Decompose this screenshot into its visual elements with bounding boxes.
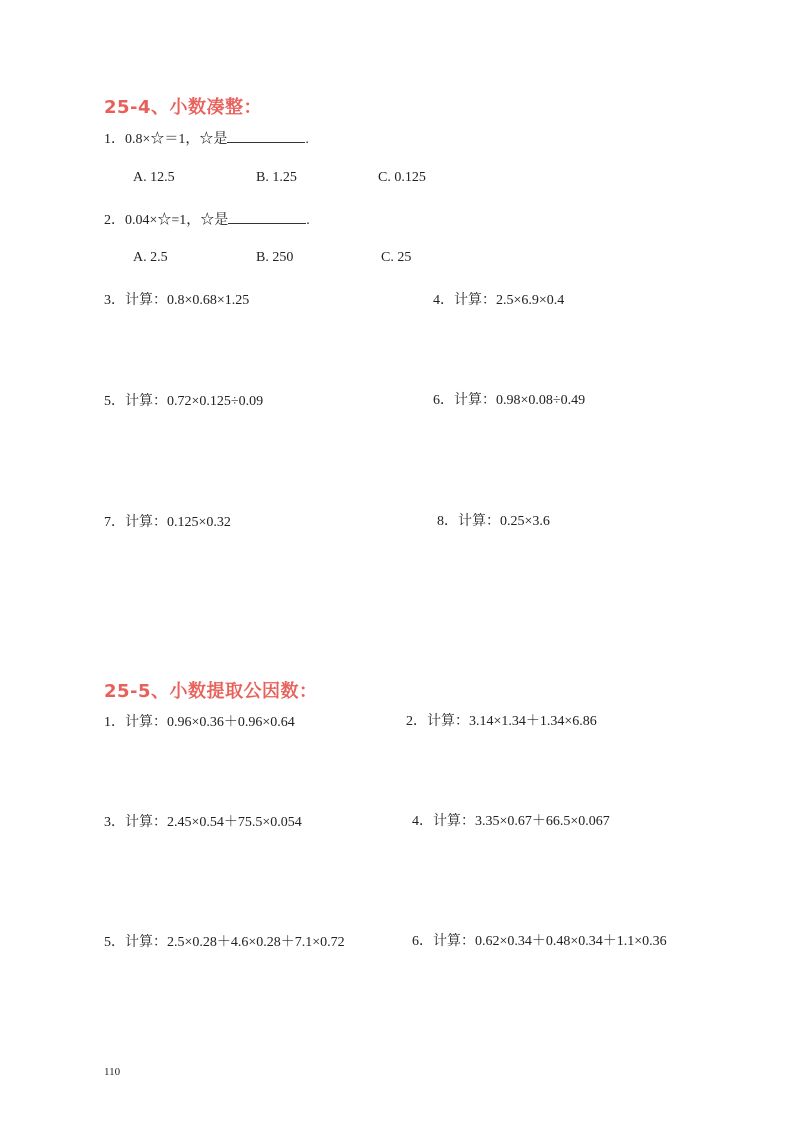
option-b[interactable]: B. 250 — [256, 250, 294, 265]
question-5 — [104, 931, 345, 951]
question-text: 计算：3.35×0.67＋66.5×0.067 — [433, 814, 610, 829]
question-1 — [104, 128, 309, 148]
question-number: 3． — [104, 293, 125, 308]
question-6 — [433, 389, 585, 409]
answer-blank[interactable] — [228, 211, 306, 224]
question-number: 7． — [104, 515, 125, 530]
question-number: 1． — [104, 715, 125, 730]
question-3 — [104, 289, 249, 309]
question-text: 计算：0.98×0.08÷0.49 — [454, 393, 586, 408]
option-a[interactable]: A. 2.5 — [133, 250, 168, 265]
question-text: 计算：0.62×0.34＋0.48×0.34＋1.1×0.36 — [433, 934, 667, 949]
question-number: 1． — [104, 132, 125, 147]
question-number: 4． — [433, 293, 454, 308]
question-8 — [437, 510, 550, 530]
question-number: 3． — [104, 815, 125, 830]
question-number: 6． — [412, 934, 433, 949]
question-text: 计算：3.14×1.34＋1.34×6.86 — [427, 714, 597, 729]
question-4 — [412, 810, 610, 830]
page-number: 110 — [104, 1066, 121, 1078]
question-text: 计算：2.45×0.54＋75.5×0.054 — [125, 815, 302, 830]
question-tail: . — [305, 132, 309, 147]
question-1 — [104, 711, 295, 731]
question-number: 2． — [406, 714, 427, 729]
question-7 — [104, 511, 231, 531]
question-4 — [433, 289, 564, 309]
answer-blank[interactable] — [227, 130, 305, 143]
question-number: 5． — [104, 394, 125, 409]
question-text: 计算：2.5×6.9×0.4 — [454, 293, 565, 308]
question-3 — [104, 811, 302, 831]
question-number: 5． — [104, 935, 125, 950]
option-b[interactable]: B. 1.25 — [256, 170, 297, 185]
question-5 — [104, 390, 263, 410]
question-text: 计算：0.125×0.32 — [125, 515, 231, 530]
question-text: 计算：0.72×0.125÷0.09 — [125, 394, 264, 409]
option-c[interactable]: C. 0.125 — [378, 170, 426, 185]
option-c[interactable]: C. 25 — [381, 250, 412, 265]
question-text: 计算：2.5×0.28＋4.6×0.28＋7.1×0.72 — [125, 935, 345, 950]
section-title-25-4: 25-4、小数凑整： — [104, 97, 263, 118]
question-text: 计算：0.8×0.68×1.25 — [125, 293, 250, 308]
question-2 — [104, 209, 310, 229]
question-number: 6． — [433, 393, 454, 408]
question-2 — [406, 710, 597, 730]
question-tail: . — [306, 213, 310, 228]
question-number: 2． — [104, 213, 125, 228]
option-a[interactable]: A. 12.5 — [133, 170, 175, 185]
question-text: 计算：0.25×3.6 — [458, 514, 550, 529]
question-6 — [412, 930, 667, 950]
section-title-25-5: 25-5、小数提取公因数： — [104, 681, 318, 702]
question-text: 计算：0.96×0.36＋0.96×0.64 — [125, 715, 295, 730]
question-text: 0.04×☆=1，☆是 — [125, 213, 229, 228]
question-number: 8． — [437, 514, 458, 529]
question-text: 0.8×☆＝1，☆是 — [125, 132, 228, 147]
question-number: 4． — [412, 814, 433, 829]
